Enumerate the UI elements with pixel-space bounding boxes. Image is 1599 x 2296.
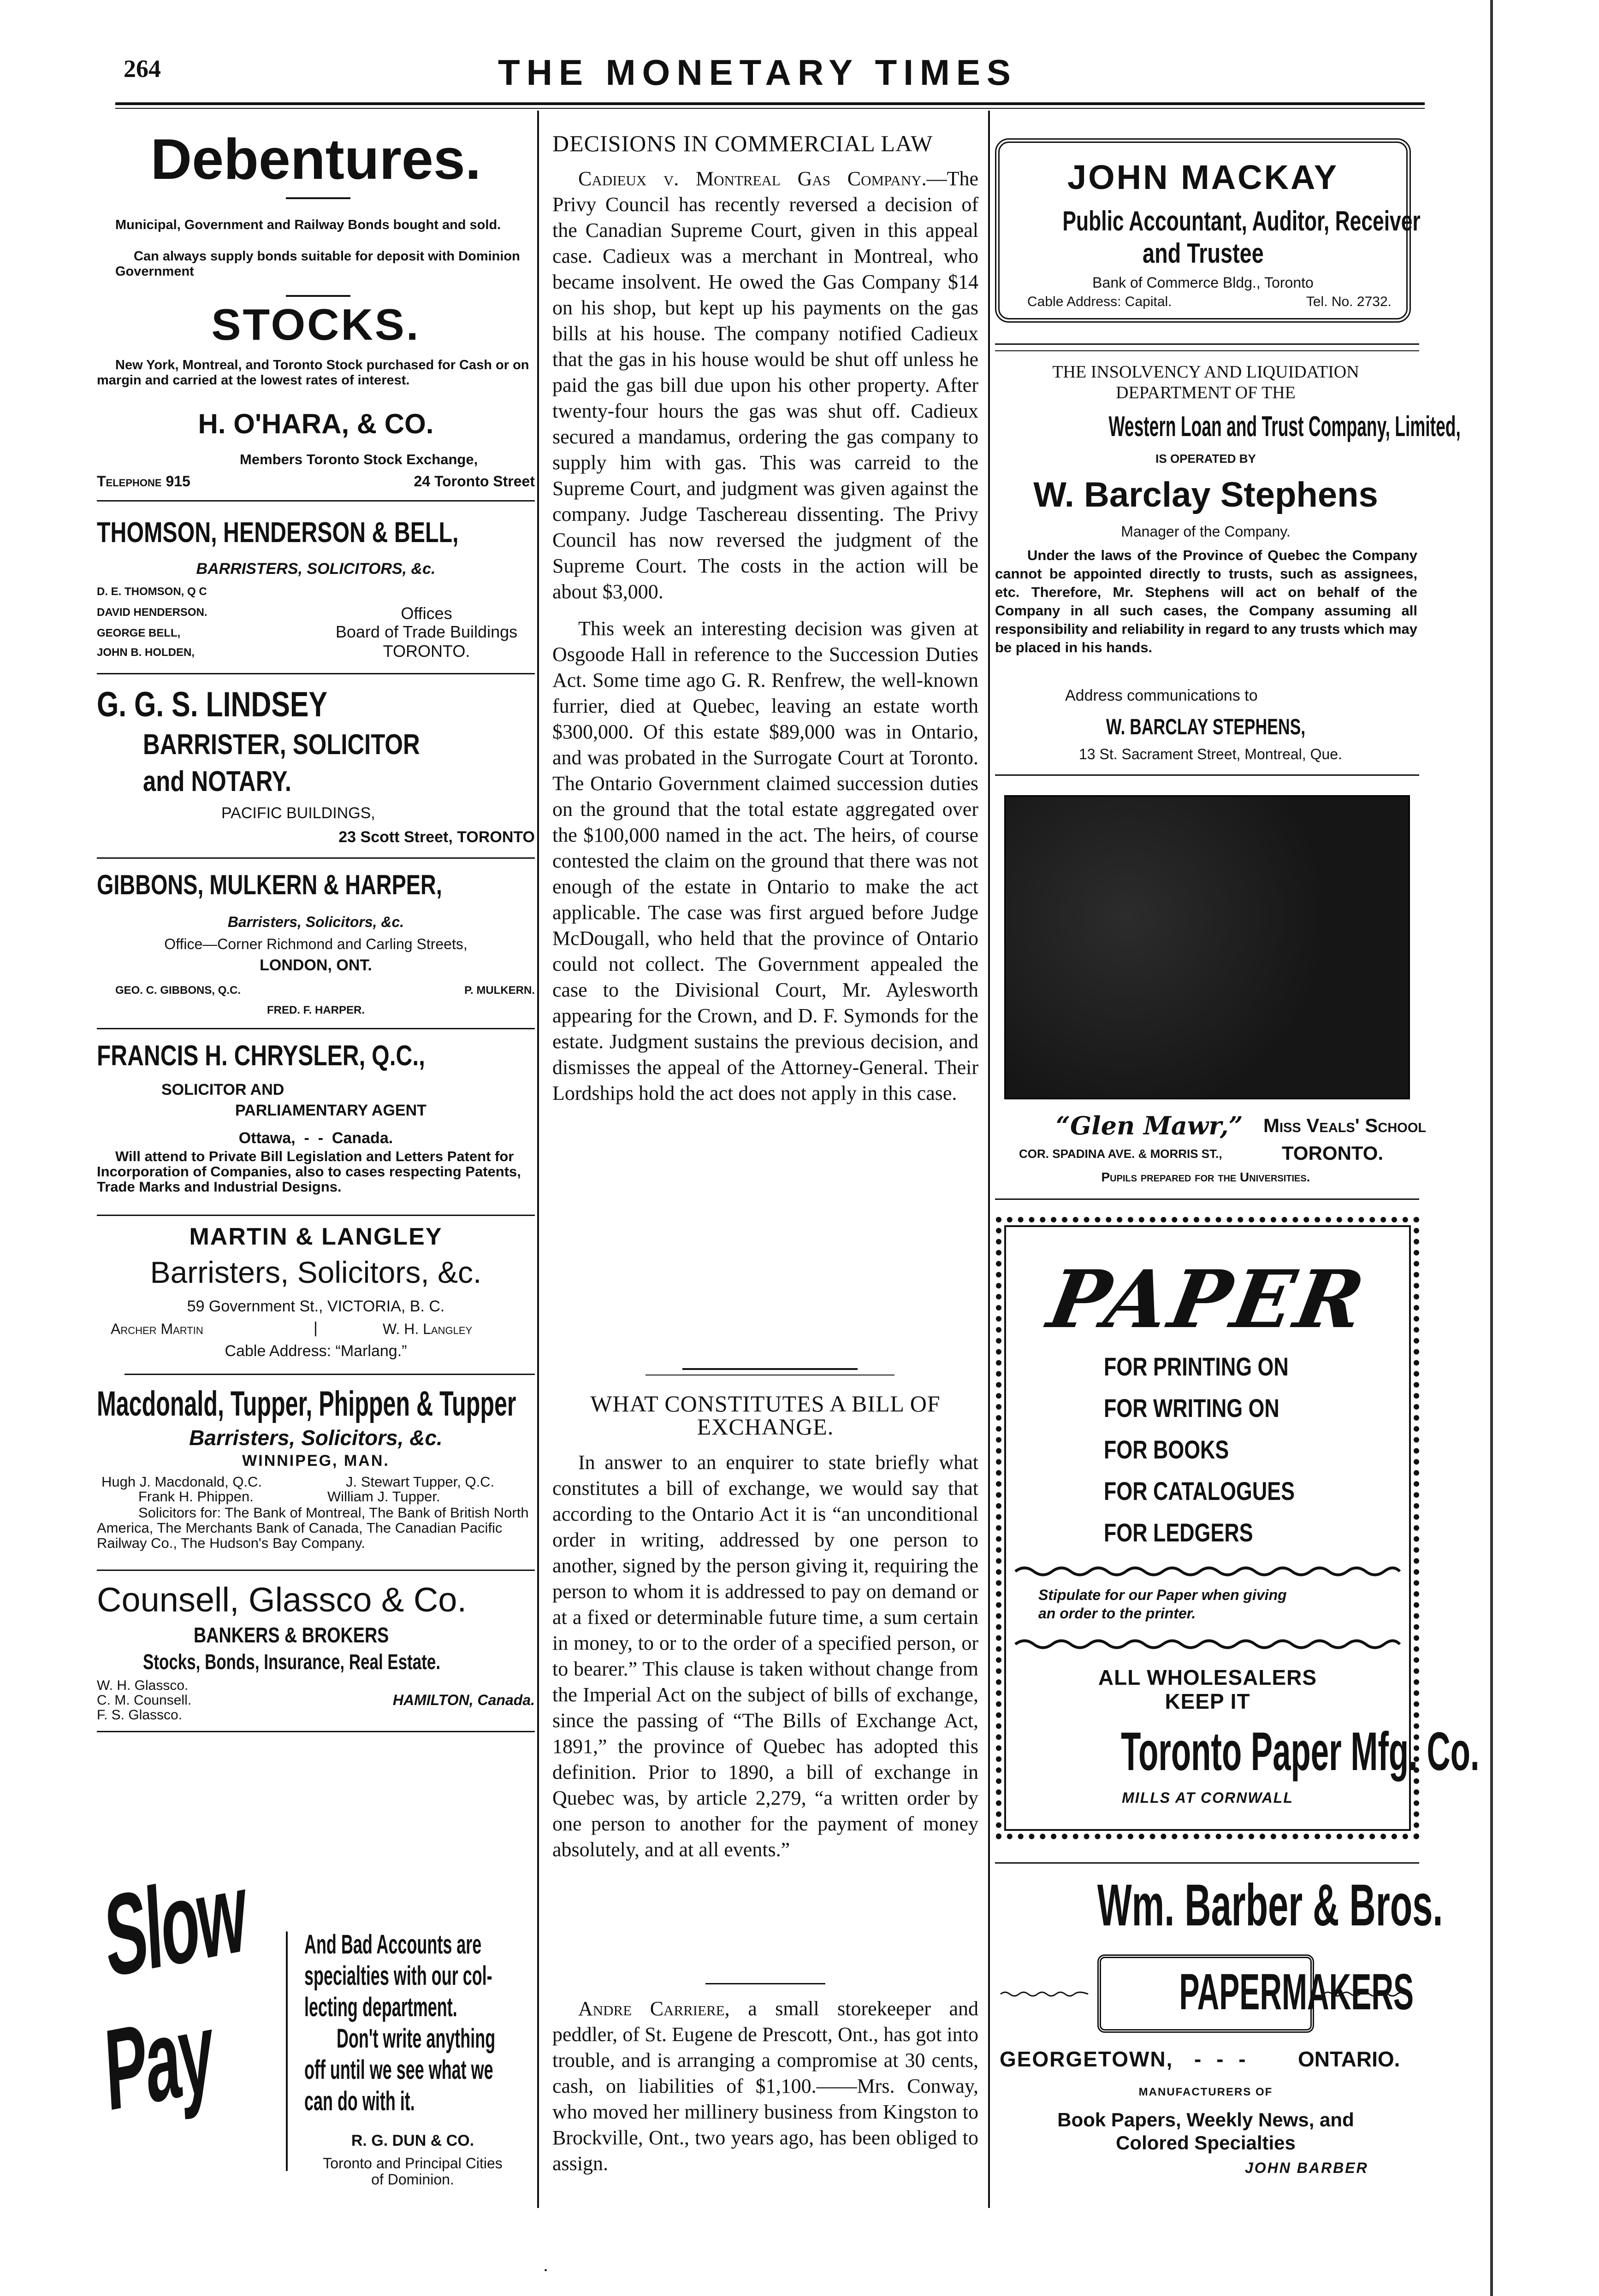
paper-mills: MILLS AT CORNWALL xyxy=(1122,1789,1293,1806)
article-divider xyxy=(705,1983,825,1984)
ohara-firm-name: H. O'HARA, & CO. xyxy=(198,408,434,439)
paper-stipulate-2: an order to the printer. xyxy=(1038,1605,1196,1622)
barber-signature: JOHN BARBER xyxy=(1245,2160,1368,2176)
slow-line-5: off until we see what we xyxy=(304,2055,493,2085)
insolvency-line-2: DEPARTMENT OF THE xyxy=(1116,383,1296,402)
martin-title: MARTIN & LANGLEY xyxy=(189,1223,443,1250)
school-name: “Glen Mawr,” xyxy=(1056,1111,1243,1140)
page-edge xyxy=(1490,0,1493,2296)
carriere-paragraph xyxy=(552,1996,978,2177)
pay-word: Pay xyxy=(101,1986,215,2135)
dun-city-1: Toronto and Principal Cities xyxy=(323,2155,503,2172)
thomson-partner-3: GEORGE BELL, xyxy=(97,627,181,639)
ornament-rule xyxy=(1015,1564,1400,1578)
insolvency-text: Under the laws of the Province of Quebec the Company cannot be appointed directly to trusts, such as assignees, etc. Therefore, Mr. Stephens will act on behalf of the Company in all such cases, the Company assuming all responsibility and reliability in regard to any trusts which may be placed in his hands. xyxy=(995,547,1417,655)
stocks-text: New York, Montreal, and Toronto Stock purchased for Cash or on margin and carried at the lowest rates of interest. xyxy=(97,358,529,388)
counsell-city: HAMILTON, Canada. xyxy=(392,1692,535,1708)
paper-wholesalers-1: ALL WHOLESALERS xyxy=(1098,1665,1317,1689)
lindsey-sub-1: BARRISTER, SOLICITOR xyxy=(143,729,420,761)
ad-separator xyxy=(97,857,535,859)
dun-firm: R. G. DUN & CO. xyxy=(351,2132,474,2149)
ad-separator xyxy=(124,1374,535,1375)
mackay-address: Bank of Commerce Bldg., Toronto xyxy=(1092,274,1314,291)
ad-separator xyxy=(97,673,535,674)
thomson-partner-1: D. E. THOMSON, Q C xyxy=(97,585,207,598)
slow-line-2: specialties with our col- xyxy=(304,1961,492,1991)
paper-title: PAPER xyxy=(1042,1252,1374,1346)
mackay-cable: Cable Address: Capital. xyxy=(1027,294,1172,309)
martin-partner-2: W. H. Langley xyxy=(383,1321,473,1337)
school-city: TORONTO. xyxy=(1282,1142,1384,1164)
macdonald-partner-3: Frank H. Phippen. xyxy=(138,1488,254,1505)
macdonald-partner-1: Hugh J. Macdonald, Q.C. xyxy=(101,1474,262,1490)
paper-item-catalogues: FOR CATALOGUES xyxy=(1104,1476,1295,1505)
stephens-manager: Manager of the Company. xyxy=(1121,523,1291,540)
school-title: Miss Veals' School xyxy=(1263,1115,1427,1136)
mackay-line-2: and Trustee xyxy=(1142,238,1264,269)
lindsey-building: PACIFIC BUILDINGS, xyxy=(221,804,375,822)
ad-separator xyxy=(97,1028,535,1029)
ohara-members: Members Toronto Stock Exchange, xyxy=(240,451,478,467)
paper-item-printing: FOR PRINTING ON xyxy=(1104,1352,1289,1381)
succession-paragraph: This week an interesting decision was given at Osgoode Hall in reference to the Succession Duties Act. Some time ago G. R. Renfrew, the well-known furrier, died at Quebec, leaving an estate worth $300,000. Of this estate $89,000 was in Ontario, and was probated in the Surrogate Court at Toronto. The Ontario Government claimed succession duties on the ground that the total estate aggregated over the $100,000 named in the act. The heirs, of course contested the claim on the ground that there was not enough of the estate in Ontario to make the act applicable. The case was first argued before Judge McDougall, who held that the province of Ontario could not collect. The Government appealed the case to the Divisional Court, Mr. Aylesworth appearing for the Crown, and D. F. Symonds for the estate. Judgment sustains the previous decision, and dismisses the appeal of the Attorney-General. Their Lordships hold the act does not apply in this case. xyxy=(552,617,978,1104)
macdonald-title: Macdonald, Tupper, Phippen & Tupper xyxy=(97,1384,516,1423)
footer-dot: • xyxy=(544,2266,548,2276)
debentures-text-1: Municipal, Government and Railway Bonds bought and sold. xyxy=(115,218,501,232)
insolvency-addressee: W. BARCLAY STEPHENS, xyxy=(1106,715,1306,739)
barber-title: Wm. Barber & Bros. xyxy=(1097,1872,1443,1938)
paper-item-books: FOR BOOKS xyxy=(1104,1435,1229,1464)
chrysler-sub-2: PARLIAMENTARY AGENT xyxy=(235,1102,426,1119)
column-rule-right xyxy=(988,111,990,2208)
ad-separator-thin xyxy=(995,350,1419,351)
thomson-sub: BARRISTERS, SOLICITORS, &c. xyxy=(196,560,436,578)
decisions-article xyxy=(552,166,978,1109)
school-address: COR. SPADINA AVE. & MORRIS ST., xyxy=(1019,1147,1222,1161)
macdonald-partner-4: William J. Tupper. xyxy=(327,1488,440,1505)
barber-line-1: Book Papers, Weekly News, and xyxy=(1057,2109,1354,2131)
column-rule-left xyxy=(537,111,539,2208)
stocks-title: STOCKS. xyxy=(211,300,420,349)
counsell-partner-2: C. M. Counsell. xyxy=(97,1693,192,1708)
debentures-text-2: Can always supply bonds suitable for deposit with Dominion Government xyxy=(115,249,520,279)
ohara-telephone: Telephone 915 xyxy=(97,473,190,490)
gibbons-title: GIBBONS, MULKERN & HARPER, xyxy=(97,869,442,900)
page-number: 264 xyxy=(124,55,161,83)
case-text: —The Privy Council has recently reversed a decision of the Canadian Supreme Court, given in this appeal case. Cadieux was a merchant in Montreal, who became insolvent. He owed the Gas Company $14 on his shop, but kept up his payments on the gas bills at his house. The company notified Cadieux that the gas in his house would be shut off unless he paid the gas bill due upon his other property. After twenty-four hours the gas was shut off. Cadieux secured a mandamus, ordering the gas company to supply him with gas. This was carreid to the Supreme Court, and judgment was given against the company. Judge Taschereau dissenting. The Privy Council has now reversed the judgment of the Supreme Court. The costs in the action will be about $3,000. xyxy=(552,167,978,603)
school-pupils: Pupils prepared for the Universities. xyxy=(1101,1170,1310,1184)
slow-line-4: Don't write anything xyxy=(337,2024,496,2054)
gibbons-partner-2: P. MULKERN. xyxy=(464,984,535,997)
chrysler-title: FRANCIS H. CHRYSLER, Q.C., xyxy=(97,1040,425,1072)
ohara-address: 24 Toronto Street xyxy=(414,473,535,490)
barber-province: ONTARIO. xyxy=(1298,2047,1400,2071)
divider xyxy=(286,197,350,199)
case-title: Cadieux v. Montreal Gas Company. xyxy=(578,167,927,190)
lindsey-sub-2: and NOTARY. xyxy=(143,766,292,797)
ad-separator xyxy=(995,1862,1419,1864)
slow-line-1: And Bad Accounts are xyxy=(304,1930,482,1960)
mackay-line-1: Public Accountant, Auditor, Receiver xyxy=(1062,206,1421,236)
ad-separator xyxy=(995,774,1419,776)
counsell-title: Counsell, Glassco & Co. xyxy=(97,1581,467,1619)
insolvency-address-label: Address communications to xyxy=(1065,687,1258,704)
slow-word: Slow xyxy=(101,1847,248,2001)
article-divider xyxy=(682,1368,858,1370)
martin-partner-1: Archer Martin xyxy=(111,1321,203,1337)
paper-ad xyxy=(996,1217,1480,1839)
chrysler-sub-1: SOLICITOR AND xyxy=(161,1081,284,1098)
bill-article xyxy=(552,1450,978,1865)
counsell-partner-3: F. S. Glassco. xyxy=(97,1707,183,1723)
counsell-partner-1: W. H. Glassco. xyxy=(97,1678,189,1693)
chrysler-city: Ottawa, - - Canada. xyxy=(238,1129,393,1147)
thomson-partner-2: DAVID HENDERSON. xyxy=(97,606,207,619)
martin-cable: Cable Address: “Marlang.” xyxy=(225,1342,407,1360)
ad-separator xyxy=(97,1570,535,1571)
left-column xyxy=(97,111,535,2194)
header-rule-thin xyxy=(115,108,1425,109)
lindsey-title: G. G. S. LINDSEY xyxy=(97,685,327,724)
slow-line-6: can do with it. xyxy=(304,2086,415,2116)
counsell-sub-2: Stocks, Bonds, Insurance, Real Estate. xyxy=(143,1650,441,1674)
martin-sub: Barristers, Solicitors, &c. xyxy=(150,1255,482,1289)
debentures-title: Debentures. xyxy=(150,128,481,191)
dun-city-2: of Dominion. xyxy=(371,2171,454,2188)
carriere-name: Andre Carriere, xyxy=(578,1997,730,2020)
chrysler-text: Will attend to Private Bill Legislation and Letters Patent for Incorporation of Companies, also to cases respecting Patents, Trade Marks and Industrial Designs. xyxy=(97,1148,521,1195)
ad-separator xyxy=(995,1198,1419,1200)
thomson-board: Board of Trade Buildings xyxy=(335,622,518,641)
gibbons-sub: Barristers, Solicitors, &c. xyxy=(227,914,404,930)
slow-line-3: lecting department. xyxy=(304,1992,457,2022)
divider xyxy=(286,295,350,297)
carriere-article xyxy=(552,1996,978,2179)
wavy-rule-left xyxy=(1001,1990,1088,1998)
bill-paragraph: In answer to an enquirer to state briefly what constitutes a bill of exchange, we would say that according to the Ontario Act it is “an unconditional order in writing, addressed by one person to another, signed by the person giving it, requiring the person to whom it is addressed to pay on demand or at a fixed or determinable future time, a sum certain in money, to or to the order of a specified person, or to bearer.” This clause is taken without change from the Imperial Act on the subject of bills of exchange, since the passing of “The Bills of Exchange Act, 1891,” the province of Quebec has adopted this definition. Prior to 1890, a bill of exchange in Quebec was, by article 2,279, “a written order by one person to another for the payment of money absolutely, and at all events.” xyxy=(552,1451,978,1861)
martin-separator: | xyxy=(314,1319,318,1337)
ad-separator xyxy=(97,500,535,502)
gibbons-partner-1: GEO. C. GIBBONS, Q.C. xyxy=(115,984,241,997)
barber-dash: - - - xyxy=(1194,2047,1250,2071)
header-rule xyxy=(115,102,1425,105)
insolvency-street: 13 St. Sacrament Street, Montreal, Que. xyxy=(1079,746,1342,762)
papermakers-text: PAPERMAKERS xyxy=(1179,1964,1414,2020)
insolvency-line-1: THE INSOLVENCY AND LIQUIDATION xyxy=(1052,362,1359,382)
counsell-sub-1: BANKERS & BROKERS xyxy=(194,1623,389,1647)
school-photo xyxy=(1004,795,1410,1099)
ad-separator xyxy=(97,1731,535,1732)
insolvency-operated: IS OPERATED BY xyxy=(1155,452,1256,466)
bill-heading: WHAT CONSTITUTES A BILL OF EXCHANGE. xyxy=(590,1391,941,1440)
barber-manufacturers: MANUFACTURERS OF xyxy=(1138,2086,1273,2098)
masthead-title: THE MONETARY TIMES xyxy=(498,52,1017,93)
cadieux-paragraph xyxy=(552,166,978,605)
macdonald-text: Solicitors for: The Bank of Montreal, The Bank of British North America, The Merchants Bank of Canada, The Canadian Pacific Railway Co., The Hudson's Bay Company. xyxy=(97,1505,529,1551)
mackay-ad xyxy=(995,138,1421,323)
carriere-text: a small storekeeper and peddler, of St. Eugene de Prescott, Ont., has got into trouble, and is arranging a compromise at 30 cents, cash, on liabilities of $1,100.——Mrs. Conway, who moved her millinery business from Kingston to Brockville, Ont., two years ago, has been obliged to assign. xyxy=(552,1997,979,2175)
insolvency-company: Western Loan and Trust Company, Limited, xyxy=(1108,411,1461,443)
mackay-telephone: Tel. No. 2732. xyxy=(1306,294,1392,309)
martin-address: 59 Government St., VICTORIA, B. C. xyxy=(187,1298,445,1315)
paper-company: Toronto Paper Mfg. Co. xyxy=(1121,1721,1480,1782)
stephens-name: W. Barclay Stephens xyxy=(1033,475,1378,514)
paper-item-writing: FOR WRITING ON xyxy=(1104,1393,1279,1422)
barber-city: GEORGETOWN, xyxy=(1000,2047,1173,2071)
ornament-rule xyxy=(1015,1637,1400,1651)
mackay-name: JOHN MACKAY xyxy=(1067,158,1339,196)
barber-line-2: Colored Specialties xyxy=(1116,2132,1296,2154)
gibbons-office: Office—Corner Richmond and Carling Streets, xyxy=(164,936,468,952)
slow-pay-bracket xyxy=(286,1931,288,2171)
macdonald-sub: Barristers, Solicitors, &c. xyxy=(189,1426,443,1450)
macdonald-partner-2: J. Stewart Tupper, Q.C. xyxy=(346,1474,495,1490)
macdonald-city: WINNIPEG, MAN. xyxy=(242,1452,390,1470)
decisions-heading: DECISIONS IN COMMERCIAL LAW xyxy=(552,130,933,156)
ad-separator xyxy=(995,343,1419,345)
thomson-partner-4: JOHN B. HOLDEN, xyxy=(97,646,195,659)
paper-stipulate-1: Stipulate for our Paper when giving xyxy=(1038,1587,1287,1603)
thomson-city: TORONTO. xyxy=(383,642,470,661)
gibbons-city: LONDON, ONT. xyxy=(260,956,372,974)
paper-wholesalers-2: KEEP IT xyxy=(1165,1689,1250,1713)
lindsey-address: 23 Scott Street, TORONTO xyxy=(338,828,535,846)
thomson-title: THOMSON, HENDERSON & BELL, xyxy=(97,517,459,549)
ad-separator xyxy=(97,1215,535,1216)
thomson-offices: Offices xyxy=(401,604,452,623)
papermakers-box xyxy=(1097,1954,1414,2033)
gibbons-partner-3: FRED. F. HARPER. xyxy=(266,1004,365,1016)
paper-item-ledgers: FOR LEDGERS xyxy=(1104,1518,1253,1547)
